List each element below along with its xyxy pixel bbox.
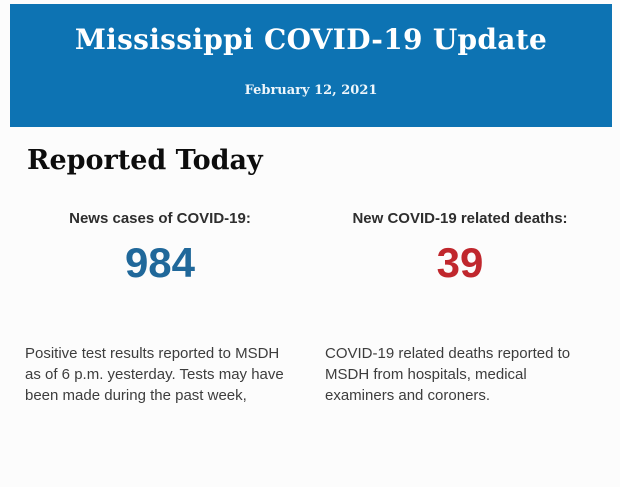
section-heading: Reported Today <box>27 145 263 176</box>
new-cases-description: Positive test results reported to MSDH as of 6 p.m. yesterday. Tests may have been made during the past week, <box>25 345 284 404</box>
new-cases-value: 984 <box>124 239 196 286</box>
header-date: February 12, 2021 <box>244 83 378 98</box>
stats-grid <box>25 210 595 406</box>
newsletter-page <box>0 4 620 487</box>
new-deaths-value: 39 <box>436 239 484 286</box>
reported-today-section <box>0 144 620 406</box>
new-cases-stat <box>25 210 295 406</box>
new-deaths-description: COVID-19 related deaths reported to MSDH from hospitals, medical examiners and coroners. <box>325 345 571 404</box>
new-cases-label: News cases of COVID-19: <box>69 210 251 227</box>
header-banner <box>10 4 612 127</box>
new-deaths-label: New COVID-19 related deaths: <box>352 210 568 227</box>
page-title: Mississippi COVID-19 Update <box>74 23 548 56</box>
new-deaths-stat <box>325 210 595 406</box>
